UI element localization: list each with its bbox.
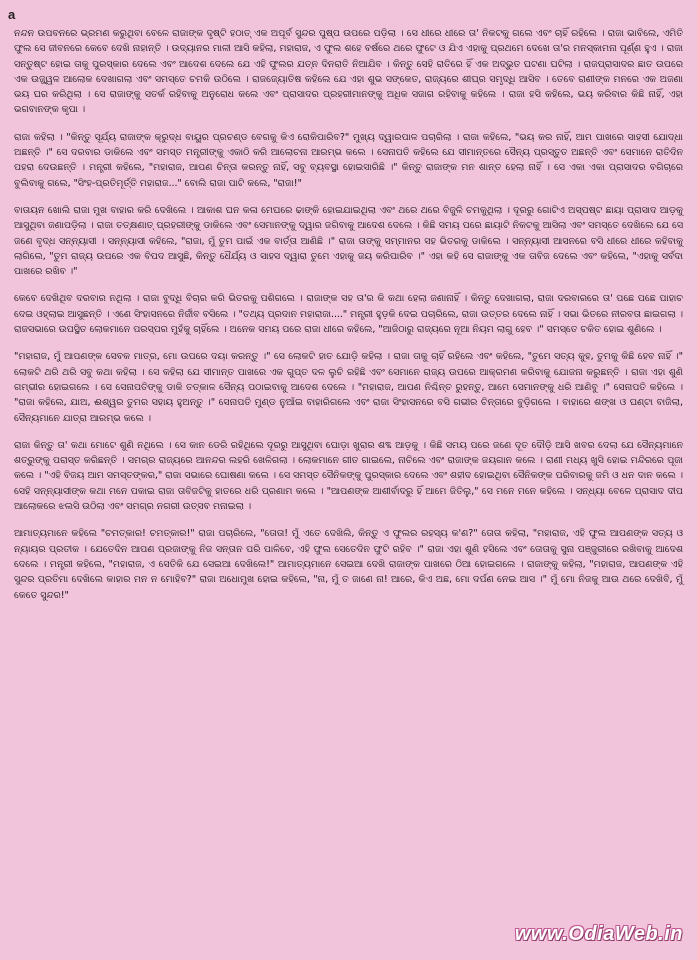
site-watermark: www.OdiaWeb.in bbox=[514, 923, 683, 945]
page-letter: a bbox=[8, 7, 16, 22]
story-paragraph-3: ବାତାୟନ ଖୋଲି ରାଜା ମୁଖ ବାହାର କରି ଦେଖିଲେ । ଆକାଶ ଘନ କଳା ମେଘରେ ଢାଙ୍କି ହୋଇଯାଇଥିଲା ଏବଂ ଥରେ ଥରେ ବିଜୁଳି ଚମକୁଥିଲା । ଦୂରରୁ ଗୋଟିଏ ଅସ୍ପଷ୍ଟ ଛାୟା ପ୍ରାସାଦ ଆଡ଼କୁ ଆସୁଥିବା ଜଣାପଡ଼ିଲା । ରାଜା ତତ୍କ୍ଷଣାତ୍ ପ୍ରହରୀଙ୍କୁ ଡାକିଲେ ଏବଂ ସେମାନଙ୍କୁ ଦ୍ୱାର ଜଗିବାକୁ ଆଦେଶ ଦେଲେ । କିଛି ସମୟ ପରେ ଛାୟାଟି ନିକଟକୁ ଆସିଲା ଏବଂ ସମସ୍ତେ ଦେଖିଲେ ଯେ ସେ ଜଣେ ବୃଦ୍ଧ ସନ୍ନ୍ୟାସୀ । ସନ୍ନ୍ୟାସୀ କହିଲେ, "ରାଜା, ମୁଁ ତୁମ ପାଇଁ ଏକ ବାର୍ତ୍ତା ଆଣିଛି ।" ରାଜା ତାଙ୍କୁ ସମ୍ମାନର ସହ ଭିତରକୁ ଡାକିଲେ । ସନ୍ନ୍ୟାସୀ ଆସନରେ ବସି ଧୀରେ ଧୀରେ କହିବାକୁ ଲାଗିଲେ, "ତୁମ ରାଜ୍ୟ ଉପରେ ଏକ ବିପଦ ଆସୁଛି, କିନ୍ତୁ ଧୈର୍ଯ୍ୟ ଓ ସାହସ ଦ୍ୱାରା ତୁମେ ଏହାକୁ ଜୟ କରିପାରିବ ।" ଏହା କହି ସେ ରାଜାଙ୍କୁ ଏକ ତାବିଜ ଦେଲେ ଏବଂ କହିଲେ, "ଏହାକୁ ସର୍ବଦା ପାଖରେ ରଖିବ ।" bbox=[14, 204, 683, 278]
story-paragraph-7: ଆମାତ୍ୟମାନେ କହିଲେ "ଚମତ୍କାର! ଚମତ୍କାର!" ରାଜା ପଚାରିଲେ, "ତୋତା! ମୁଁ ଏତେ ଦେଖିଲି, କିନ୍ତୁ ଏ ଫୁଲର ରହସ୍ୟ କ'ଣ?" ତୋତା କହିଲା, "ମହାରାଜ, ଏହି ଫୁଲ ଆପଣଙ୍କ ସତ୍ୟ ଓ ନ୍ୟାୟର ପ୍ରତୀକ । ଯେତେଦିନ ଆପଣ ପ୍ରଜାଙ୍କୁ ନିଜ ସନ୍ତାନ ପରି ପାଳିବେ, ଏହି ଫୁଲ ସେତେଦିନ ଫୁଟି ରହିବ ।" ରାଜା ଏହା ଶୁଣି ହସିଲେ ଏବଂ ତୋତାକୁ ସୁନା ପଞ୍ଜୁରୀରେ ରଖିବାକୁ ଆଦେଶ ଦେଲେ । ମନ୍ତ୍ରୀ କହିଲେ, "ମହାରାଜ, ଏ ସେତିକି ଯେ ସେଇଆ ଦେଖିଲେ!" ଆମାତ୍ୟମାନେ ସେଇଆ ଦେଖି ରାଜାଙ୍କ ପାଖରେ ଠିଆ ହୋଇଗଲେ । ରାଜାଙ୍କୁ କହିଲା, "ମହାରାଜ, ଆପଣଙ୍କ ଏହି ସୁନ୍ଦର ପ୍ରତିମା ଦେଖିଲେ କାହାର ମନ ନ ମୋହିବ?" ରାଜା ଅଧୋମୁଖ ହୋଇ କହିଲେ, "ନା, ମୁଁ ତ ଜାଣେ ନା! ଆରେ, କିଏ ଅଛ, ମୋ ଦର୍ପଣ ନେଇ ଆସ ।" ମୁଁ ମୋ ନିଜକୁ ଆଉ ଥରେ ଦେଖିବି, ମୁଁ କେତେ ସୁନ୍ଦର!" bbox=[14, 528, 683, 601]
story-paragraph-5: "ମହାରାଜ, ମୁଁ ଆପଣଙ୍କ ସେବକ ମାତ୍ର, ମୋ ଉପରେ ଦୟା କରନ୍ତୁ ।" ସେ ଲୋକଟି ହାତ ଯୋଡ଼ି କହିଲା । ରାଜା ତାକୁ ଚାହିଁ ରହିଲେ ଏବଂ କହିଲେ, "ତୁମେ ସତ୍ୟ କୁହ, ତୁମକୁ କିଛି ହେବ ନାହିଁ ।" ଲୋକଟି ଥରି ଥରି ସବୁ କଥା କହିଲା । ସେ କହିଲା ଯେ ସୀମାନ୍ତ ପାଖରେ ଏକ ଗୁପ୍ତ ଦଳ ଲୁଚି ରହିଛି ଏବଂ ସେମାନେ ରାଜ୍ୟ ଉପରେ ଆକ୍ରମଣ କରିବାକୁ ଯୋଜନା କରୁଛନ୍ତି । ରାଜା ଏହା ଶୁଣି ଗମ୍ଭୀର ହୋଇଗଲେ । ସେ ସେନାପତିଙ୍କୁ ଡାକି ତତ୍କାଳ ସୈନ୍ୟ ପଠାଇବାକୁ ଆଦେଶ ଦେଲେ । "ମହାରାଜ, ଆପଣ ନିଶ୍ଚିନ୍ତ ରୁହନ୍ତୁ, ଆମେ ସେମାନଙ୍କୁ ଧରି ଆଣିବୁ ।" ସେନାପତି କହିଲେ । "ରାଜା କହିଲେ, ଯାଅ, ଈଶ୍ୱର ତୁମର ସହାୟ ହୁଅନ୍ତୁ ।" ସେନାପତି ମୁଣ୍ଡ ନୁଆଁଇ ବାହାରିଗଲେ ଏବଂ ରାଜା ସିଂହାସନରେ ବସି ଗଭୀର ଚିନ୍ତାରେ ବୁଡ଼ିଗଲେ । ବାହାରେ ଶଙ୍ଖ ଓ ଘଣ୍ଟା ବାଜିଲା, ସୈନ୍ୟମାନେ ଯାତ୍ରା ଆରମ୍ଭ କଲେ । bbox=[14, 351, 683, 424]
story-paragraph-6: ରାଜା କିନ୍ତୁ ତା' କଥା ମୋଟେ ଶୁଣି ନଥିଲେ । ସେ କାନ ଡେରି ରହିଥିଲେ ଦୂରରୁ ଆସୁଥିବା ଘୋଡ଼ା ଖୁରାର ଶବ୍ଦ ଆଡ଼କୁ । କିଛି ସମୟ ପରେ ଜଣେ ଦୂତ ଦୌଡ଼ି ଆସି ଖବର ଦେଲା ଯେ ସୈନ୍ୟମାନେ ଶତ୍ରୁଙ୍କୁ ପରାସ୍ତ କରିଛନ୍ତି । ସମଗ୍ର ରାଜ୍ୟରେ ଆନନ୍ଦର ଲହରି ଖେଳିଗଲା । ଲୋକମାନେ ଗୀତ ଗାଇଲେ, ନାଚିଲେ ଏବଂ ରାଜାଙ୍କ ଜୟଗାନ କଲେ । ରାଣୀ ମଧ୍ୟ ଖୁସି ହୋଇ ମନ୍ଦିରରେ ପୂଜା କଲେ । "ଏହି ବିଜୟ ଆମ ସମସ୍ତଙ୍କର," ରାଜା ସଭାରେ ଘୋଷଣା କଲେ । ସେ ସମସ୍ତ ସୈନିକଙ୍କୁ ପୁରସ୍କାର ଦେଲେ ଏବଂ ଶହୀଦ ହୋଇଥିବା ସୈନିକଙ୍କ ପରିବାରକୁ ଜମି ଓ ଧନ ଦାନ କଲେ । ସେହି ସନ୍ନ୍ୟାସୀଙ୍କ କଥା ମନେ ପକାଇ ରାଜା ତାବିଜଟିକୁ ହାତରେ ଧରି ପ୍ରଣାମ କଲେ । "ଆପଣଙ୍କ ଆଶୀର୍ବାଦରୁ ହିଁ ଆମେ ଜିତିଲୁ," ସେ ମନେ ମନେ କହିଲେ । ସନ୍ଧ୍ୟା ବେଳେ ପ୍ରାସାଦ ଦୀପ ଆଲୋକରେ ଝଲସି ଉଠିଲା ଏବଂ ସମଗ୍ର ନଗରୀ ଉତ୍ସବ ମନାଇଲା । bbox=[14, 439, 683, 513]
story-paragraph-2: ରାଜା କହିଲା । "କିନ୍ତୁ ସୂର୍ଯ୍ୟ ରାଜାଙ୍କ କ୍ରୁଦ୍ଧ ବାୟୁର ପ୍ରଚଣ୍ଡ ବେଗକୁ କିଏ ରୋକିପାରିବ?" ମୁଖ୍ୟ ଦ୍ୱାରପାଳ ପଚାରିଲା । ରାଜା କହିଲେ, "ଭୟ କର ନାହିଁ, ଆମ ପାଖରେ ସାହସୀ ଯୋଦ୍ଧା ଅଛନ୍ତି ।" ସେ ଦରବାର ଡାକିଲେ ଏବଂ ସମସ୍ତ ମନ୍ତ୍ରୀଙ୍କୁ ଏକାଠି କରି ଆଲୋଚନା ଆରମ୍ଭ କଲେ । ସେନାପତି କହିଲେ ଯେ ସୀମାନ୍ତରେ ସୈନ୍ୟ ପ୍ରସ୍ତୁତ ଅଛନ୍ତି ଏବଂ ସେମାନେ ରାତିଦିନ ପହରା ଦେଉଛନ୍ତି । ମନ୍ତ୍ରୀ କହିଲେ, "ମହାରାଜ, ଆପଣ ଚିନ୍ତା କରନ୍ତୁ ନାହିଁ, ସବୁ ବ୍ୟବସ୍ଥା ହୋଇସାରିଛି ।" କିନ୍ତୁ ରାଜାଙ୍କ ମନ ଶାନ୍ତ ହେଲା ନାହିଁ । ସେ ଏକା ଏକା ପ୍ରାସାଦର ବଗିଚାରେ ବୁଲିବାକୁ ଗଲେ, "ସିଂହ-ପ୍ରତିମୂର୍ତ୍ତି ମହାରାଜ..." ବୋଲି ରାଜା ପାଟି କଲେ, "ରାଜା!" bbox=[14, 131, 683, 189]
story-paragraph-1: ନନ୍ଦନ ଉପବନରେ ଭ୍ରମଣ କରୁଥିବା ବେଳେ ରାଜାଙ୍କ ଦୃଷ୍ଟି ହଠାତ୍ ଏକ ଅପୂର୍ବ ସୁନ୍ଦର ପୁଷ୍ପ ଉପରେ ପଡ଼ିଲା । ସେ ଧୀରେ ଧୀରେ ତା' ନିକଟକୁ ଗଲେ ଏବଂ ଚାହିଁ ରହିଲେ । ରାଜା ଭାବିଲେ, ଏମିତି ଫୁଲ ସେ ଜୀବନରେ କେବେ ଦେଖି ନାହାନ୍ତି । ଉଦ୍ୟାନର ମାଳୀ ଆସି କହିଲା, ମହାରାଜ, ଏ ଫୁଲ ଶହେ ବର୍ଷରେ ଥରେ ଫୁଟେ ଓ ଯିଏ ଏହାକୁ ପ୍ରଥମେ ଦେଖେ ତା'ର ମନସ୍କାମନା ପୂର୍ଣ୍ଣ ହୁଏ । ରାଜା ସନ୍ତୁଷ୍ଟ ହୋଇ ତାକୁ ପୁରସ୍କାର ଦେଲେ ଏବଂ ଆଦେଶ ଦେଲେ ଯେ ଏହି ଫୁଲର ଯତ୍ନ ଦିନରାତି ନିଆଯିବ । କିନ୍ତୁ ସେହି ରାତିରେ ହିଁ ଏକ ଅଦ୍ଭୁତ ଘଟଣା ଘଟିଲା । ରାଜପ୍ରାସାଦର ଛାତ ଉପରେ ଏକ ଉଜ୍ଜ୍ୱଳ ଆଲୋକ ଦେଖାଗଲା ଏବଂ ସମସ୍ତେ ଚମକି ଉଠିଲେ । ରାଜଜ୍ୟୋତିଷ କହିଲେ ଯେ ଏହା ଶୁଭ ସଙ୍କେତ, ରାଜ୍ୟରେ ଶୀଘ୍ର ସମୃଦ୍ଧି ଆସିବ । ତେବେ ରାଣୀଙ୍କ ମନରେ ଏକ ଅଜଣା ଭୟ ଘର କରିଥିଲା । ସେ ରାଜାଙ୍କୁ ସତର୍କ ରହିବାକୁ ଅନୁରୋଧ କଲେ ଏବଂ ପ୍ରାସାଦର ପ୍ରହରୀମାନଙ୍କୁ ଅଧିକ ସଜାଗ ରହିବାକୁ କହିଲେ । ରାଜା ହସି କହିଲେ, ଭୟ କରିବାର କିଛି ନାହିଁ, ଏହା ଭଗବାନଙ୍କ କୃପା । bbox=[14, 28, 683, 116]
story-paragraph-4: କେବେ ଦେଖିଥିବ ଦରବାର ନଥିଲା । ରାଜା ବୁଦ୍ଧି ବିଚାର କରି ଭିତରକୁ ପଶିଗଲେ । ରାଜାଙ୍କ ସହ ତା'ର କି କଥା ହେଲା ଜଣାନାହିଁ । କିନ୍ତୁ ଦେଖାଗଲା, ରାଜା ଦରବାରରେ ତା' ପଛେ ପଛେ ପାହାଚ ଦେଇ ଓହ୍ଲାଇ ଆସୁଛନ୍ତି । ଏଣେ ସିଂହାସନରେ ନିର୍ଜୀବ ବସିଲେ । "ତଥ୍ୟ ପ୍ରଦାନ ମହାରାଜା...." ମନ୍ତ୍ରୀ ହୁଡ଼କି ଦେଇ ପଚାରିଲେ, ରାଜା ଉତ୍ତର ଦେଲେ ନାହିଁ । ସଭା ଭିତରେ ନୀରବତା ଛାଇଗଲା । ରାଜସଭାରେ ଉପସ୍ଥିତ ଲୋକମାନେ ପରସ୍ପର ମୁହଁକୁ ଚାହିଁଲେ । ଅନେକ ସମୟ ପରେ ରାଜା ଧୀରେ କହିଲେ, "ଆଜିଠାରୁ ରାଜ୍ୟରେ ନୂଆ ନିୟମ ଲାଗୁ ହେବ ।" ସମସ୍ତେ ଚକିତ ହୋଇ ଶୁଣିଲେ । bbox=[14, 293, 683, 336]
